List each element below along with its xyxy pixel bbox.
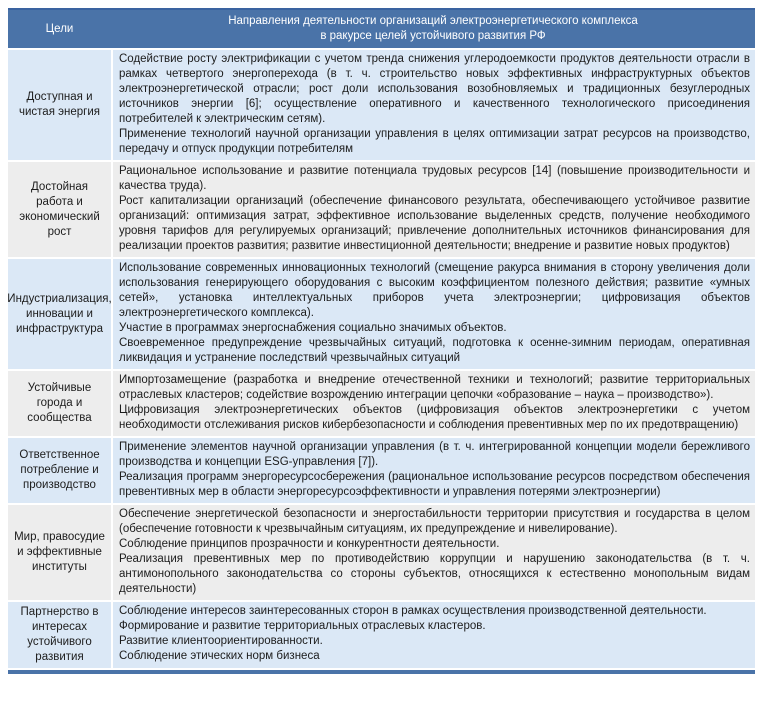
direction-paragraph: Реализация программ энергоресурсосбережения (рациональное использование ресурсов посредством обеспечения превентивных мер в области энергоресурсоэффективности и управления потерями электроэнергии) [119, 471, 750, 498]
directions-cell [113, 602, 755, 668]
direction-paragraph: Развитие клиентоориентированности. [119, 635, 323, 647]
directions-cell [113, 50, 755, 160]
direction-paragraph: Рост капитализации организаций (обеспечение финансового результата, обеспечивающего устойчивое развитие организаций: оптимизация затрат, эффективное использование выделенных средств, получение необходимого уровня тарифов для регулируемых организаций; привлечение дополнительных источников финансирования для реализации проектов развития; развитие инвестиционной деятельности; внедрение и развитие новых продуктов) [119, 195, 750, 252]
sdg-directions-table [8, 8, 755, 674]
directions-cell [113, 162, 755, 257]
goal-cell: Партнерство в интересах устойчивого развития [8, 602, 111, 668]
table-row-partnership-sustainable-development [8, 602, 755, 668]
direction-paragraph: Содействие росту электрификации с учетом тренда снижения углеродоемкости продуктов деятельности отрасли в рамках четвертого энергоперехода (в т. ч. строительство новых эффективных инфраструктурных объектов электроэнергетической отрасли; рост доли использования возобновляемых и традиционных безуглеродных источников энергии [6]; осуществление оперативного и качественного технологического присоединения потребителей к электрическим сетям). [119, 53, 750, 125]
table-bottom-border [8, 670, 755, 674]
direction-paragraph: Соблюдение интересов заинтересованных сторон в рамках осуществления производственной деятельности. [119, 605, 707, 617]
header-directions-line-1: Направления деятельности организаций электроэнергетического комплекса [228, 15, 638, 27]
header-directions-line-2: в ракурсе целей устойчивого развития РФ [320, 30, 546, 42]
directions-cell [113, 438, 755, 503]
direction-paragraph: Соблюдение этических норм бизнеса [119, 650, 320, 662]
goal-cell: Ответственное потребление и производство [8, 438, 111, 503]
direction-paragraph: Использование современных инновационных технологий (смещение ракурса внимания в сторону увеличения доли использования генерирующего оборудования с высоким коэффициентом полезного действия; развитие «умных сетей», установка интеллектуальных приборов учета электроэнергии; цифровизация объектов электроэнергетического комплекса). [119, 262, 750, 319]
direction-paragraph: Применение элементов научной организации управления (в т. ч. интегрированной концепции модели бережливого производства и концепции ESG-управления [7]). [119, 441, 750, 468]
table-row-peace-justice-institutions [8, 505, 755, 600]
table-row-decent-work-economic-growth [8, 162, 755, 257]
direction-paragraph: Цифровизация электроэнергетических объектов (цифровизация объектов электроэнергетики с учетом необходимости отслеживания рисков кибербезопасности и соблюдения превентивных мер по их предотвращению) [119, 404, 750, 431]
header-goals-label: Цели [45, 23, 74, 35]
direction-paragraph: Реализация превентивных мер по противодействию коррупции и нарушению законодательства (в т. ч. антимонопольного законодательства со стороны субъектов, относящихся к естественно монопольным видам деятельности) [119, 553, 750, 595]
directions-cell [113, 505, 755, 600]
table-row-responsible-consumption-production [8, 438, 755, 503]
goal-cell: Доступная и чистая энергия [8, 50, 111, 160]
direction-paragraph: Импортозамещение (разработка и внедрение отечественной техники и технологий; развитие территориальных отраслевых кластеров; содействие возрождению интеграции цепочки «образование – наука – производство»). [119, 374, 750, 401]
direction-paragraph: Обеспечение энергетической безопасности и энергостабильности территории присутствия и государства в целом (обеспечение готовности к чрезвычайным ситуациям, их предупреждение и нивелирование). [119, 508, 750, 535]
goal-cell: Достойная работа и экономический рост [8, 162, 111, 257]
direction-paragraph: Своевременное предупреждение чрезвычайных ситуаций, подготовка к осенне-зимним периодам, оперативная ликвидация и устранение последствий чрезвычайных ситуаций [119, 337, 750, 364]
directions-cell [113, 259, 755, 369]
goal-cell: Мир, правосудие и эффективные институты [8, 505, 111, 600]
direction-paragraph: Применение технологий научной организации управления в целях оптимизации затрат ресурсов на производство, передачу и отпуск продукции потребителям [119, 128, 750, 155]
table-row-industry-innovation-infrastructure [8, 259, 755, 369]
table-row-affordable-clean-energy [8, 50, 755, 160]
direction-paragraph: Участие в программах энергоснабжения социально значимых объектов. [119, 322, 507, 334]
header-directions-cell [111, 10, 755, 48]
goal-cell: Индустриализация, инновации и инфраструктура [8, 259, 111, 369]
direction-paragraph: Формирование и развитие территориальных отраслевых кластеров. [119, 620, 486, 632]
directions-cell [113, 371, 755, 436]
goal-cell: Устойчивые города и сообщества [8, 371, 111, 436]
table-header-row [8, 8, 755, 48]
direction-paragraph: Соблюдение принципов прозрачности и конкурентности деятельности. [119, 538, 500, 550]
header-directions-label [228, 14, 638, 44]
table-row-sustainable-cities-communities [8, 371, 755, 436]
direction-paragraph: Рациональное использование и развитие потенциала трудовых ресурсов [14] (повышение производительности и качества труда). [119, 165, 750, 192]
